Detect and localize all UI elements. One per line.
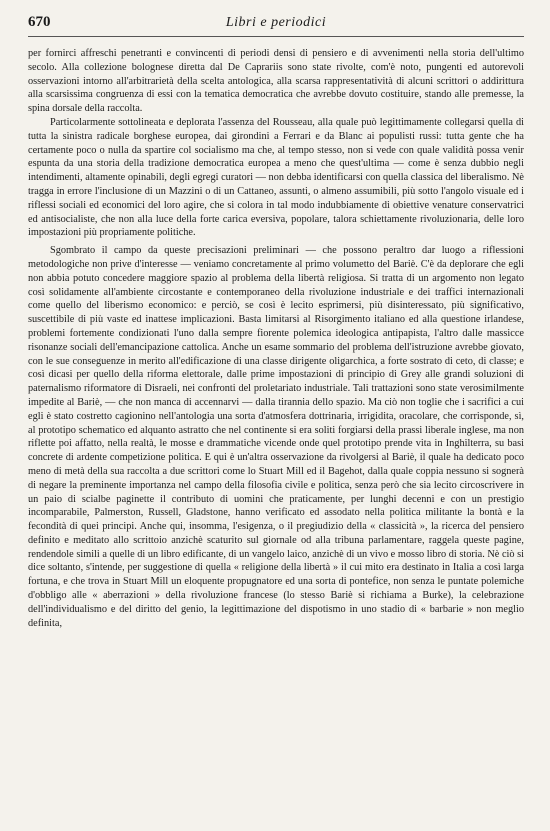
paragraph-1: per fornirci affreschi penetranti e convincenti di periodi densi di pensiero e di avvenimenti nella storia dell'ultimo secolo. Alla collezione bolognese diretta dal De Caprariis sono state rivolte, com'è noto, pungenti ed autorevoli osservazioni intorno all'arbitrarietà della scelta antologica, alla scarsa rappresentatività di alcuni scrittori o addirittura alla scarsissima congruenza di essi con la tematica democratica che avrebbe dovuto costituire, stando alle premesse, la spina dorsale della raccolta. (28, 48, 524, 115)
paragraph-3: Sgombrato il campo da queste precisazioni preliminari — che possono peraltro dar luogo a riflessioni metodologiche non prive d'interesse — veniamo concretamente al primo volumetto del Bariè. C'è da deplorare che egli non abbia potuto concedere maggiore spazio al problema della libertà religiosa. Si tratta di un argomento non legato così solidamente all'ambiente circostante e contemporaneo della rivoluzione industriale e dei traffici internazionali come quello del liberismo economico: e perciò, se così è lecito esprimersi, più disinteressato, più significativo, suscettibile di più vaste ed inattese implicazioni. Basta limitarsi al Risorgimento italiano ed alla questione irlandese, problemi fortemente condizionati l'uno dalla sempre fiorente polemica ideologica antipapista, l'altro dalle massicce risonanze sociali dell'emancipazione cattolica. Anche un esame sommario del problema dell'istruzione avrebbe giovato, con le sue conseguenze in merito all'edificazione di una classe dirigente oligarchica, a forte sostrato di ceto, di classe; e così dicasi per quello della riforma elettorale, dalle prime impostazioni di principio di Grey alle grandi soluzioni di paternalismo riformatore di Disraeli, nei confronti del proletariato industriale. Tali trattazioni sono state verosimilmente impedite al Bariè, — che non manca di accennarvi — dalla tirannia dello spazio. Ma ciò non toglie che i sacrifici a cui egli è stato costretto cagionino nell'antologia una sorta d'atmosfera dottrinaria, irrigidita, oracolare, che corrisponde, sì, al prototipo schematico ed alquanto astratto che nel continente si era soliti forgiarsi della prassi liberale inglese, ma non riflette poi affatto, nella realtà, le mosse e drammatiche vicende onde quel prototipo prende vita in Inghilterra, su basi concrete di ardente competizione politica. E qui è un'altra osservazione da rivolgersi al Bariè, il quale ha dedicato poco meno di metà della sua raccolta a due scrittori come lo Stuart Mill ed il Bagehot, dalla quale coppia nessuno si sognerà di negare la preminente importanza nel campo della filosofia civile e politica, senza però che sia lecito circoscrivere in un paio di scialbe paginette il contributo di uomini che praticamente, per lunghi decenni e con un prestigio incomparabile, Palmerston, Russell, Gladstone, hanno verificato ed assodato nella politica militante la bontà e la fecondità di quei principi. Anche qui, insomma, l'esigenza, o il pregiudizio della « classicità », la ricerca del pensiero definito e meditato allo scrittoio anzichè scaturito sul giornale od alla tribuna parlamentare, raggela queste pagine, rendendole simili a quelle di un libro edificante, di un vangelo laico, anzichè di un vivo e mosso libro di storia. Nè ciò si dice soltanto, s'intende, per suggestione di quella « religione della libertà » il cui mito era destinato in Italia a così larga fortuna, e che trova in Stuart Mill un eloquente propugnatore ed una sorta di pontefice, non senza le puntate polemiche d'obbligo alle « aberrazioni » della rivoluzione francese (lo stesso Bariè si richiama a Burke), la celebrazione dell'individualismo e del diritto del genio, la legittimazione del dispotismo in uno stadio di « barbarie » non meglio definita, (28, 245, 524, 629)
running-title: Libri e periodici (225, 15, 327, 30)
paragraph-2: Particolarmente sottolineata e deplorata l'assenza del Rousseau, alla quale può legittimamente collegarsi quella di tutta la sinistra radicale borghese europea, dai girondini a Ferrari e da Blanc ai populisti russi: tutta gente che ha certamente poco o nulla da spartire col socialismo ma che, al tempo stesso, non si vede con quale validità possa venir espunta da una storia della tradizione democratica europea a meno che quest'ultima — come è senza dubbio negli intendimenti, altamente opinabili, degli egregi curatori — non debba identificarsi con quella classica del liberalismo. Nè tragga in errore l'inclusione di un Mazzini o di un Cattaneo, assunti, o almeno assumibili, più sotto l'angolo visuale ed i riflessi sociali ed economici del loro agire, che si colora in tal modo indubbiamente di obiettive venature conservatrici ed antisocialiste, che non alla luce della forte carica eversiva, popolare, talora schiettamente rivoluzionaria, delle loro impostazioni più propriamente politiche. (28, 116, 524, 239)
page-number: 670 (28, 14, 51, 30)
page-header (28, 14, 524, 37)
